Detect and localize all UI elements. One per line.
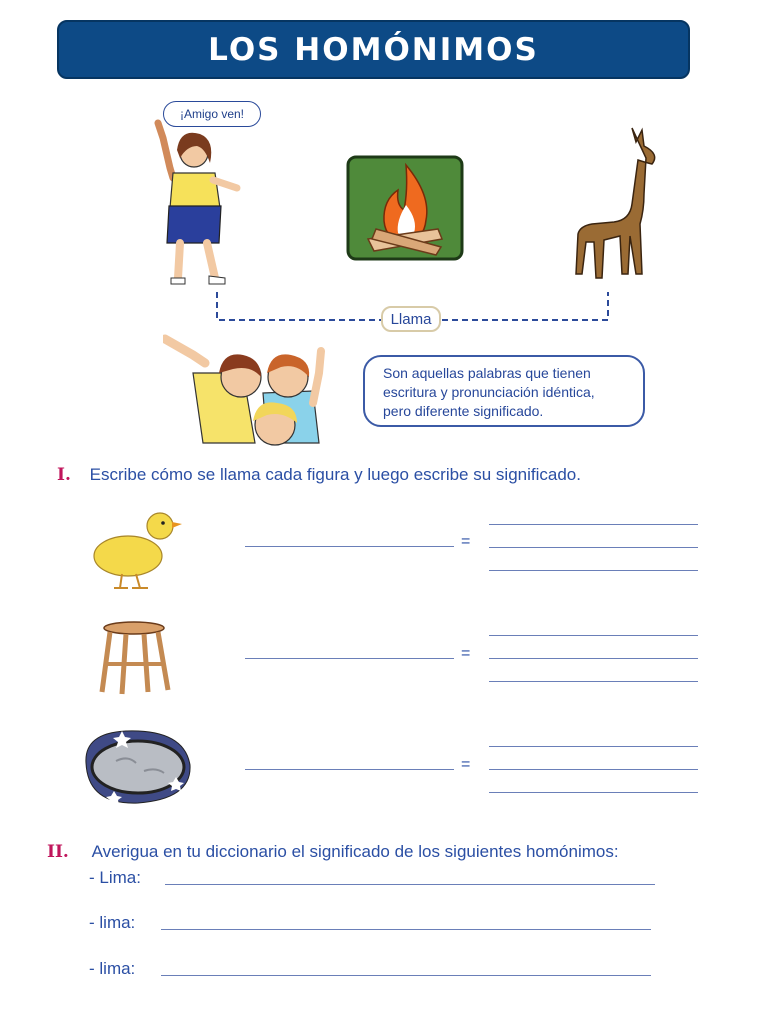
speech-bubble-text: ¡Amigo ven! — [179, 107, 245, 121]
homonym-label: - lima: — [89, 913, 136, 932]
children-pointing-icon — [163, 333, 343, 448]
meaning-line[interactable] — [489, 547, 698, 548]
meaning-line[interactable] — [489, 792, 698, 793]
definition-bubble — [363, 355, 645, 427]
title-banner — [57, 20, 690, 79]
homonym-label: - Lima: — [89, 868, 141, 887]
answer-line[interactable] — [245, 658, 454, 659]
answer-line[interactable] — [245, 546, 454, 547]
homonym-word: Llama — [390, 310, 432, 328]
equals-sign: = — [461, 533, 471, 550]
page-title: LOS HOMÓNIMOS — [208, 31, 539, 68]
definition-answer-line[interactable] — [161, 929, 651, 930]
meaning-line[interactable] — [489, 746, 698, 747]
equals-sign: = — [461, 756, 471, 773]
section1-instruction — [57, 465, 581, 485]
definition-line: escritura y pronunciación idéntica, — [383, 384, 595, 400]
meaning-line[interactable] — [489, 681, 698, 682]
fire-icon — [346, 155, 464, 261]
chick-icon — [88, 508, 182, 590]
section2-instruction — [47, 842, 619, 862]
stool-icon — [96, 620, 180, 696]
definition-answer-line[interactable] — [161, 975, 651, 976]
equals-sign: = — [461, 645, 471, 662]
meaning-line[interactable] — [489, 524, 698, 525]
answer-line[interactable] — [245, 769, 454, 770]
section2-text: Averigua en tu diccionario el significado de los siguientes homónimos: — [91, 842, 619, 861]
homonym-word-label — [381, 306, 441, 332]
meaning-line[interactable] — [489, 570, 698, 571]
section1-text: Escribe cómo se llama cada figura y luego escribe su significado. — [89, 465, 581, 484]
definition-line: Son aquellas palabras que tienen — [383, 365, 591, 381]
meaning-line[interactable] — [489, 658, 698, 659]
definition-line: pero diferente significado. — [383, 403, 544, 419]
moon-icon — [76, 727, 194, 807]
meaning-line[interactable] — [489, 769, 698, 770]
definition-answer-line[interactable] — [165, 884, 655, 885]
homonym-label: - lima: — [89, 959, 136, 978]
girl-calling-icon — [145, 118, 245, 288]
section2-number: II. — [47, 842, 69, 862]
meaning-line[interactable] — [489, 635, 698, 636]
llama-animal-icon — [570, 124, 665, 282]
section1-number: I. — [57, 465, 71, 485]
